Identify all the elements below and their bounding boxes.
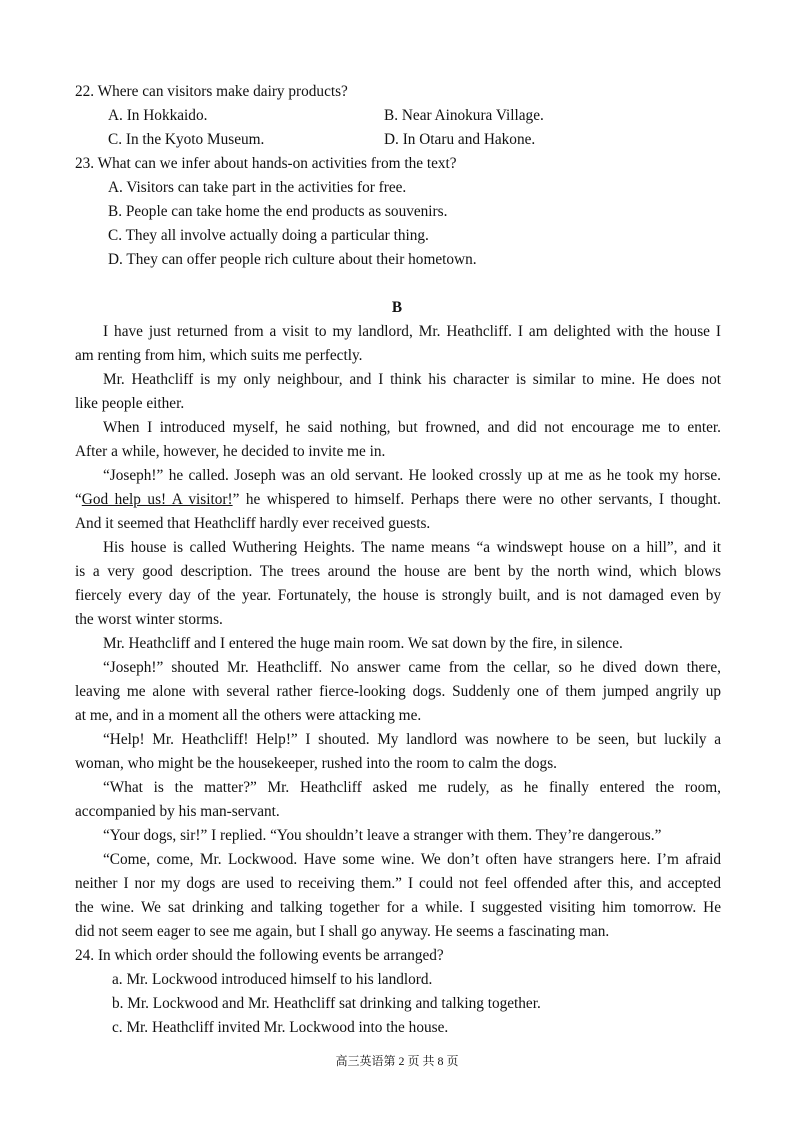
passage-line: the wine. We sat drinking and talking together for a while. I suggested visiting him tomorrow. He <box>75 899 721 916</box>
passage-line: “Joseph!” shouted Mr. Heathcliff. No answer came from the cellar, so he dived down there, <box>103 659 721 676</box>
passage-line: I have just returned from a visit to my landlord, Mr. Heathcliff. I am delighted with the house I <box>103 323 721 340</box>
passage-line: neither I nor my dogs are used to receiving them.” I could not feel offended after this, and accepted <box>75 875 721 892</box>
question-22-stem: 22. Where can visitors make dairy products? <box>75 83 348 100</box>
passage-line: fiercely every day of the year. Fortunately, the house is strongly built, and is not damaged even by <box>75 587 721 604</box>
question-22-option-b: B. Near Ainokura Village. <box>384 107 544 124</box>
open-quote: “ <box>75 491 82 508</box>
passage-line: His house is called Wuthering Heights. The name means “a windswept house on a hill”, and it <box>103 539 721 556</box>
passage-line: After a while, however, he decided to invite me in. <box>75 443 386 460</box>
passage-line: When I introduced myself, he said nothing, but frowned, and did not encourage me to enter. <box>103 419 721 436</box>
passage-line: woman, who might be the housekeeper, rushed into the room to calm the dogs. <box>75 755 557 772</box>
passage-line: am renting from him, which suits me perfectly. <box>75 347 363 364</box>
question-23-option-d: D. They can offer people rich culture about their hometown. <box>108 251 477 268</box>
question-24-stem: 24. In which order should the following events be arranged? <box>75 947 444 964</box>
question-24-event-a: a. Mr. Lockwood introduced himself to his landlord. <box>112 971 433 988</box>
passage-line: did not seem eager to see me again, but I shall go anyway. He seems a fascinating man. <box>75 923 610 940</box>
passage-line: is a very good description. The trees around the house are bent by the north wind, which blows <box>75 563 721 580</box>
section-heading-b: B <box>391 299 403 316</box>
passage-text: ” he whispered to himself. Perhaps there were no other servants, I thought. <box>232 491 722 508</box>
passage-line: “Come, come, Mr. Lockwood. Have some wine. We don’t often have strangers here. I’m afraid <box>103 851 721 868</box>
passage-line: the worst winter storms. <box>75 611 223 628</box>
passage-line: “What is the matter?” Mr. Heathcliff asked me rudely, as he finally entered the room, <box>103 779 721 796</box>
page-footer: 高三英语第 2 页 共 8 页 <box>335 1054 459 1068</box>
question-22-option-a: A. In Hokkaido. <box>108 107 208 124</box>
question-22-option-c: C. In the Kyoto Museum. <box>108 131 265 148</box>
question-23-option-c: C. They all involve actually doing a particular thing. <box>108 227 429 244</box>
passage-line: like people either. <box>75 395 185 412</box>
question-24-event-b: b. Mr. Lockwood and Mr. Heathcliff sat drinking and talking together. <box>112 995 541 1012</box>
question-23-stem: 23. What can we infer about hands-on activities from the text? <box>75 155 457 172</box>
passage-line: leaving me alone with several rather fierce-looking dogs. Suddenly one of them jumped angrily up <box>75 683 721 700</box>
passage-line-with-underline <box>75 488 721 512</box>
question-22-option-d: D. In Otaru and Hakone. <box>384 131 536 148</box>
passage-line: Mr. Heathcliff is my only neighbour, and I think his character is similar to mine. He does not <box>103 371 721 388</box>
passage-line: “Help! Mr. Heathcliff! Help!” I shouted. My landlord was nowhere to be seen, but luckily a <box>103 731 721 748</box>
question-23-option-a: A. Visitors can take part in the activities for free. <box>108 179 407 196</box>
passage-line: at me, and in a moment all the others were attacking me. <box>75 707 422 724</box>
underlined-phrase: God help us! A visitor! <box>81 491 233 508</box>
passage-line: And it seemed that Heathcliff hardly ever received guests. <box>75 515 431 532</box>
passage-line: Mr. Heathcliff and I entered the huge main room. We sat down by the fire, in silence. <box>103 635 623 652</box>
question-23-option-b: B. People can take home the end products as souvenirs. <box>108 203 448 220</box>
passage-line: “Joseph!” he called. Joseph was an old servant. He looked crossly up at me as he took my horse. <box>103 467 721 484</box>
passage-line: accompanied by his man-servant. <box>75 803 280 820</box>
question-24-event-c: c. Mr. Heathcliff invited Mr. Lockwood into the house. <box>112 1019 449 1036</box>
passage-line: “Your dogs, sir!” I replied. “You shouldn’t leave a stranger with them. They’re dangerous.” <box>103 827 662 844</box>
